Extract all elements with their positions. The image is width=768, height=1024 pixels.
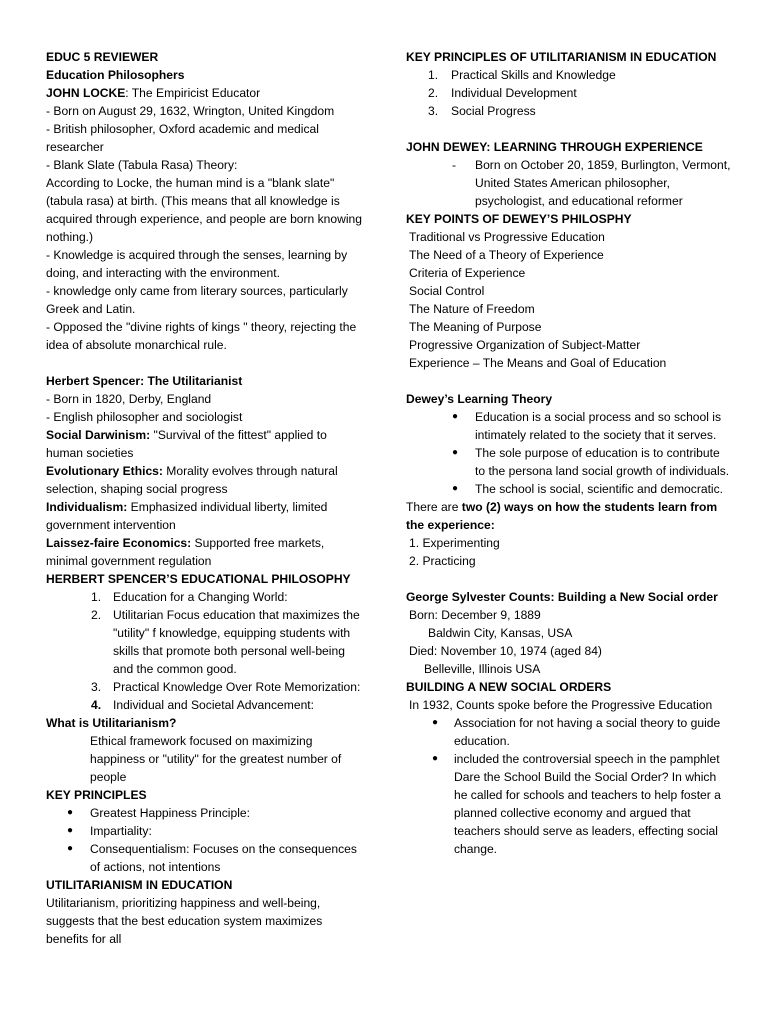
term-definition: "Survival of the fittest" applied to human societies <box>46 428 327 460</box>
list-item <box>406 102 732 120</box>
list-item <box>46 678 364 696</box>
list-text: included the controversial speech in the pamphlet Dare the School Build the Social Order? In which he called for schools and teachers to help foster a planned collective economy and argued that teachers should serve as leaders, effecting social change. <box>454 752 721 856</box>
document-title: EDUC 5 REVIEWER <box>46 50 159 64</box>
list-item <box>46 588 364 606</box>
locke-line: - Knowledge is acquired through the senses, learning by doing, and interacting with the environment. <box>46 248 348 280</box>
list-item <box>406 408 732 444</box>
term-label: Individualism: <box>46 500 128 514</box>
dewey-point: Experience – The Means and Goal of Education <box>409 356 667 370</box>
list-item <box>46 696 364 714</box>
list-text: The sole purpose of education is to contribute to the persona land social growth of individuals. <box>475 446 730 478</box>
dewey-point: Progressive Organization of Subject-Matter <box>409 338 641 352</box>
dewey-point: The Nature of Freedom <box>409 302 535 316</box>
list-item <box>406 714 732 750</box>
locke-name: JOHN LOCKE <box>46 86 126 100</box>
list-text: Education is a social process and so school is intimately related to the society that it serves. <box>475 410 722 442</box>
new-social-intro: In 1932, Counts spoke before the Progressive Education <box>409 698 713 712</box>
spencer-term <box>46 534 364 570</box>
dewey-point: Social Control <box>409 284 485 298</box>
bullet-icon: ● <box>452 483 459 494</box>
utilitarianism-definition: Ethical framework focused on maximizing happiness or "utility" for the greatest number of people <box>90 734 342 784</box>
list-number: 4. <box>91 698 102 712</box>
locke-line: - British philosopher, Oxford academic and medical researcher <box>46 122 319 154</box>
list-text: Individual and Societal Advancement: <box>113 698 315 712</box>
locke-role: : The Empiricist Educator <box>125 86 261 100</box>
spencer-term <box>46 498 364 534</box>
term-definition: Morality evolves through natural selection, shaping social progress <box>46 464 338 496</box>
term-label: Laissez-faire Economics: <box>46 536 192 550</box>
counts-born: Born: December 9, 1889 <box>409 608 541 622</box>
dewey-theory-list <box>406 408 732 498</box>
list-text: Impartiality: <box>90 824 152 838</box>
left-column <box>46 48 364 948</box>
util-edu-text: Utilitarianism, prioritizing happiness and well-being, suggests that the best education system maximizes benefits for all <box>46 896 323 946</box>
spencer-term <box>46 462 364 498</box>
list-number: 2. <box>91 608 102 622</box>
key-util-edu-heading: KEY PRINCIPLES OF UTILITARIANISM IN EDUCATION <box>406 50 717 64</box>
bullet-icon: ● <box>452 411 459 422</box>
list-number: 1. <box>91 590 102 604</box>
dewey-points-heading: KEY POINTS OF DEWEY’S PHILOSPHY <box>406 212 632 226</box>
bullet-icon: ● <box>67 825 74 836</box>
term-definition: Supported free markets, minimal government regulation <box>46 536 325 568</box>
list-text: Greatest Happiness Principle: <box>90 806 250 820</box>
list-text: Social Progress <box>451 104 536 118</box>
new-social-list <box>406 714 732 858</box>
dewey-born-text: Born on October 20, 1859, Burlington, Vermont, United States American philosopher, psychologist, and educational reformer <box>475 158 731 208</box>
locke-line: - Blank Slate (Tabula Rasa) Theory: <box>46 158 238 172</box>
list-text: Association for not having a social theory to guide education. <box>454 716 721 748</box>
locke-heading <box>46 84 364 102</box>
counts-heading: George Sylvester Counts: Building a New Social order <box>406 590 718 604</box>
ways-intro <box>406 498 732 534</box>
key-util-edu-list <box>406 66 732 120</box>
list-text: Consequentialism: Focuses on the consequences of actions, not intentions <box>90 842 357 874</box>
list-item <box>46 606 364 678</box>
bullet-icon: ● <box>432 717 439 728</box>
list-text: Utilitarian Focus education that maximizes the "utility" f knowledge, equipping students with skills that promote both personal well-being and the common good. <box>113 608 360 676</box>
utilitarianism-heading: What is Utilitarianism? <box>46 716 177 730</box>
dewey-point: Criteria of Experience <box>409 266 526 280</box>
spencer-heading: Herbert Spencer: The Utilitarianist <box>46 374 243 388</box>
bullet-icon: ● <box>67 843 74 854</box>
list-text: Practical Knowledge Over Rote Memorization: <box>113 680 361 694</box>
bullet-icon: ● <box>452 447 459 458</box>
list-item <box>406 480 732 498</box>
list-item <box>406 84 732 102</box>
section-title: Education Philosophers <box>46 68 185 82</box>
dewey-point: The Meaning of Purpose <box>409 320 542 334</box>
util-edu-heading: UTILITARIANISM IN EDUCATION <box>46 878 233 892</box>
list-number: 1. <box>428 68 439 82</box>
key-principles-list <box>46 804 364 876</box>
spencer-term <box>46 426 364 462</box>
list-item <box>46 804 364 822</box>
list-item <box>406 444 732 480</box>
list-item <box>46 840 364 876</box>
dewey-point: Traditional vs Progressive Education <box>409 230 605 244</box>
spencer-line: - Born in 1820, Derby, England <box>46 392 212 406</box>
ways-bold: two (2) ways on how the students learn from the experience: <box>406 500 718 532</box>
dewey-heading: JOHN DEWEY: LEARNING THROUGH EXPERIENCE <box>406 140 703 154</box>
locke-line: - Born on August 29, 1632, Wrington, United Kingdom <box>46 104 335 118</box>
key-principles-heading: KEY PRINCIPLES <box>46 788 147 802</box>
spencer-edu-list <box>46 588 364 714</box>
right-column <box>406 48 732 858</box>
locke-line: - knowledge only came from literary sources, particularly Greek and Latin. <box>46 284 348 316</box>
list-item <box>46 822 364 840</box>
dash-marker: - <box>452 158 457 172</box>
list-text: The school is social, scientific and democratic. <box>475 482 724 496</box>
list-text: Individual Development <box>451 86 577 100</box>
ways-prefix: There are <box>406 500 462 514</box>
dewey-point: The Need of a Theory of Experience <box>409 248 604 262</box>
spencer-line: - English philosopher and sociologist <box>46 410 243 424</box>
list-item <box>406 66 732 84</box>
way-item: 2. Practicing <box>409 554 476 568</box>
counts-died: Died: November 10, 1974 (aged 84) <box>409 644 602 658</box>
term-label: Social Darwinism: <box>46 428 151 442</box>
list-number: 2. <box>428 86 439 100</box>
list-text: Education for a Changing World: <box>113 590 288 604</box>
new-social-heading: BUILDING A NEW SOCIAL ORDERS <box>406 680 612 694</box>
spencer-edu-heading: HERBERT SPENCER’S EDUCATIONAL PHILOSOPHY <box>46 572 351 586</box>
bullet-icon: ● <box>432 753 439 764</box>
dewey-born <box>406 156 732 210</box>
list-number: 3. <box>428 104 439 118</box>
list-item <box>406 750 732 858</box>
way-item: 1. Experimenting <box>409 536 500 550</box>
counts-born-place: Baldwin City, Kansas, USA <box>428 626 573 640</box>
term-definition: Emphasized individual liberty, limited government intervention <box>46 500 328 532</box>
term-label: Evolutionary Ethics: <box>46 464 163 478</box>
locke-line: - Opposed the "divine rights of kings " theory, rejecting the idea of absolute monarchical rule. <box>46 320 357 352</box>
list-number: 3. <box>91 680 102 694</box>
counts-died-place: Belleville, Illinois USA <box>424 662 541 676</box>
dewey-theory-heading: Dewey’s Learning Theory <box>406 392 553 406</box>
list-text: Practical Skills and Knowledge <box>451 68 616 82</box>
locke-line: According to Locke, the human mind is a "blank slate" (tabula rasa) at birth. (This means that all knowledge is acquired through experience, and people are born knowing nothing.) <box>46 176 363 244</box>
bullet-icon: ● <box>67 807 74 818</box>
